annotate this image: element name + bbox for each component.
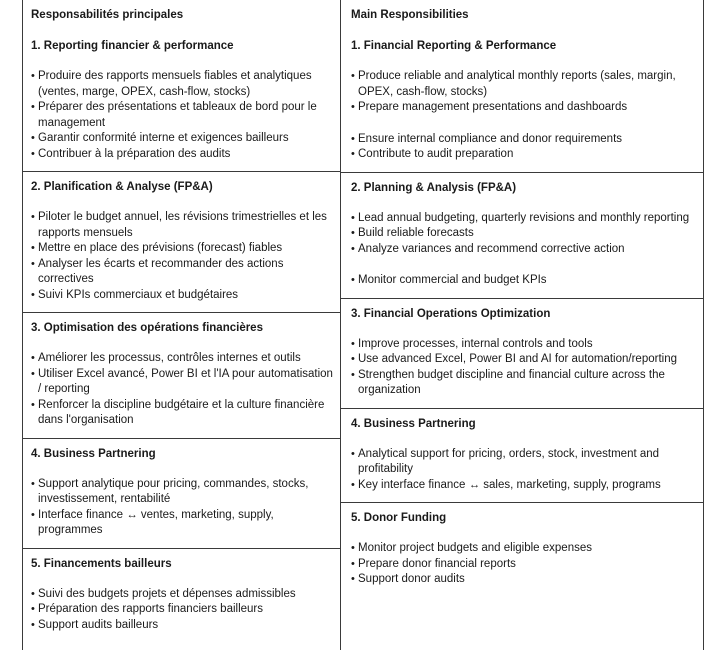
list-item: • Produire des rapports mensuels fiables et analytiques (ventes, marge, OPEX, cash-flow, stocks): [31, 69, 334, 100]
section-divider: [23, 438, 340, 439]
section-title: 3. Optimisation des opérations financières: [31, 322, 263, 334]
english-column: [341, 0, 703, 650]
responsibilities-table: [22, 0, 704, 650]
french-section-donor: [31, 557, 334, 634]
list-item: • Produce reliable and analytical monthly reports (sales, margin, OPEX, cash-flow, stocks): [351, 69, 697, 100]
list-item: • Interface finance ↔ ventes, marketing, supply, programmes: [31, 508, 334, 539]
list-item: • Préparer des présentations et tableaux de bord pour le management: [31, 100, 334, 131]
list-item: • Use advanced Excel, Power BI and AI for automation/reporting: [351, 352, 697, 368]
section-title: 3. Financial Operations Optimization: [351, 307, 551, 320]
bullet-list: [351, 447, 697, 494]
bullet-list: [31, 477, 334, 539]
bullet-list: [31, 210, 334, 303]
section-title: 2. Planning & Analysis (FP&A): [351, 181, 517, 194]
list-item: • Monitor project budgets and eligible expenses: [351, 541, 697, 557]
list-item: • Contribute to audit preparation: [351, 147, 697, 163]
english-section-planning: [351, 181, 697, 289]
list-item: • Strengthen budget discipline and financial culture across the organization: [351, 368, 697, 399]
list-item: • Prepare management presentations and dashboards: [351, 100, 697, 116]
french-section-reporting: [31, 39, 334, 162]
list-item: • Mettre en place des prévisions (forecast) fiables: [31, 241, 334, 257]
section-divider: [341, 172, 703, 173]
french-section-operations: [31, 321, 334, 429]
english-section-operations: [351, 307, 697, 399]
list-item: • Renforcer la discipline budgétaire et la culture financière dans l'organisation: [31, 398, 334, 429]
list-item: • Suivi KPIs commerciaux et budgétaires: [31, 288, 334, 304]
list-item: • Analyser les écarts et recommander des actions correctives: [31, 257, 334, 288]
list-item: • Support analytique pour pricing, commandes, stocks, investissement, rentabilité: [31, 477, 334, 508]
french-section-partnering: [31, 447, 334, 539]
bullet-list: [351, 211, 697, 289]
bullet-list: [351, 69, 697, 163]
bullet-list: [351, 337, 697, 399]
list-item: • Piloter le budget annuel, les révisions trimestrielles et les rapports mensuels: [31, 210, 334, 241]
list-item: • Lead annual budgeting, quarterly revisions and monthly reporting: [351, 211, 697, 227]
section-divider: [23, 548, 340, 549]
list-item: • Préparation des rapports financiers bailleurs: [31, 602, 334, 618]
list-item: • Build reliable forecasts: [351, 226, 697, 242]
section-title: 4. Business Partnering: [351, 417, 476, 430]
list-item: • Utiliser Excel avancé, Power BI et l'IA pour automatisation / reporting: [31, 367, 334, 398]
section-divider: [341, 408, 703, 409]
list-item: • Support donor audits: [351, 572, 697, 588]
english-section-donor: [351, 511, 697, 588]
bullet-list: [31, 69, 334, 162]
list-item: • Améliorer les processus, contrôles internes et outils: [31, 351, 334, 367]
section-divider: [23, 312, 340, 313]
list-item: • Ensure internal compliance and donor requirements: [351, 132, 697, 148]
french-column: [23, 0, 341, 650]
list-item: • Monitor commercial and budget KPIs: [351, 273, 697, 289]
list-item: • Analytical support for pricing, orders, stock, investment and profitability: [351, 447, 697, 478]
list-item: • Improve processes, internal controls and tools: [351, 337, 697, 353]
list-item: • Garantir conformité interne et exigences bailleurs: [31, 131, 334, 147]
section-title: 5. Financements bailleurs: [31, 557, 172, 570]
list-item: • Analyze variances and recommend corrective action: [351, 242, 697, 258]
list-item: • Key interface finance ↔ sales, marketing, supply, programs: [351, 478, 697, 494]
french-column-header: Responsabilités principales: [31, 9, 184, 21]
french-section-planning: [31, 180, 334, 303]
list-item: • Prepare donor financial reports: [351, 557, 697, 573]
bullet-list: [351, 541, 697, 588]
english-section-partnering: [351, 417, 697, 494]
section-divider: [23, 171, 340, 172]
section-title: 5. Donor Funding: [351, 512, 447, 524]
list-item: • Suivi des budgets projets et dépenses admissibles: [31, 587, 334, 603]
english-column-header: Main Responsibilities: [351, 9, 469, 21]
bullet-list: [31, 587, 334, 634]
section-title: 1. Reporting financier & performance: [31, 40, 234, 52]
bullet-list: [31, 351, 334, 429]
section-title: 4. Business Partnering: [31, 447, 156, 460]
list-item: • Support audits bailleurs: [31, 618, 334, 634]
section-title: 2. Planification & Analyse (FP&A): [31, 181, 213, 193]
english-section-reporting: [351, 39, 697, 163]
section-title: 1. Financial Reporting & Performance: [351, 40, 557, 52]
section-divider: [341, 298, 703, 299]
list-item: • Contribuer à la préparation des audits: [31, 147, 334, 163]
section-divider: [341, 502, 703, 503]
